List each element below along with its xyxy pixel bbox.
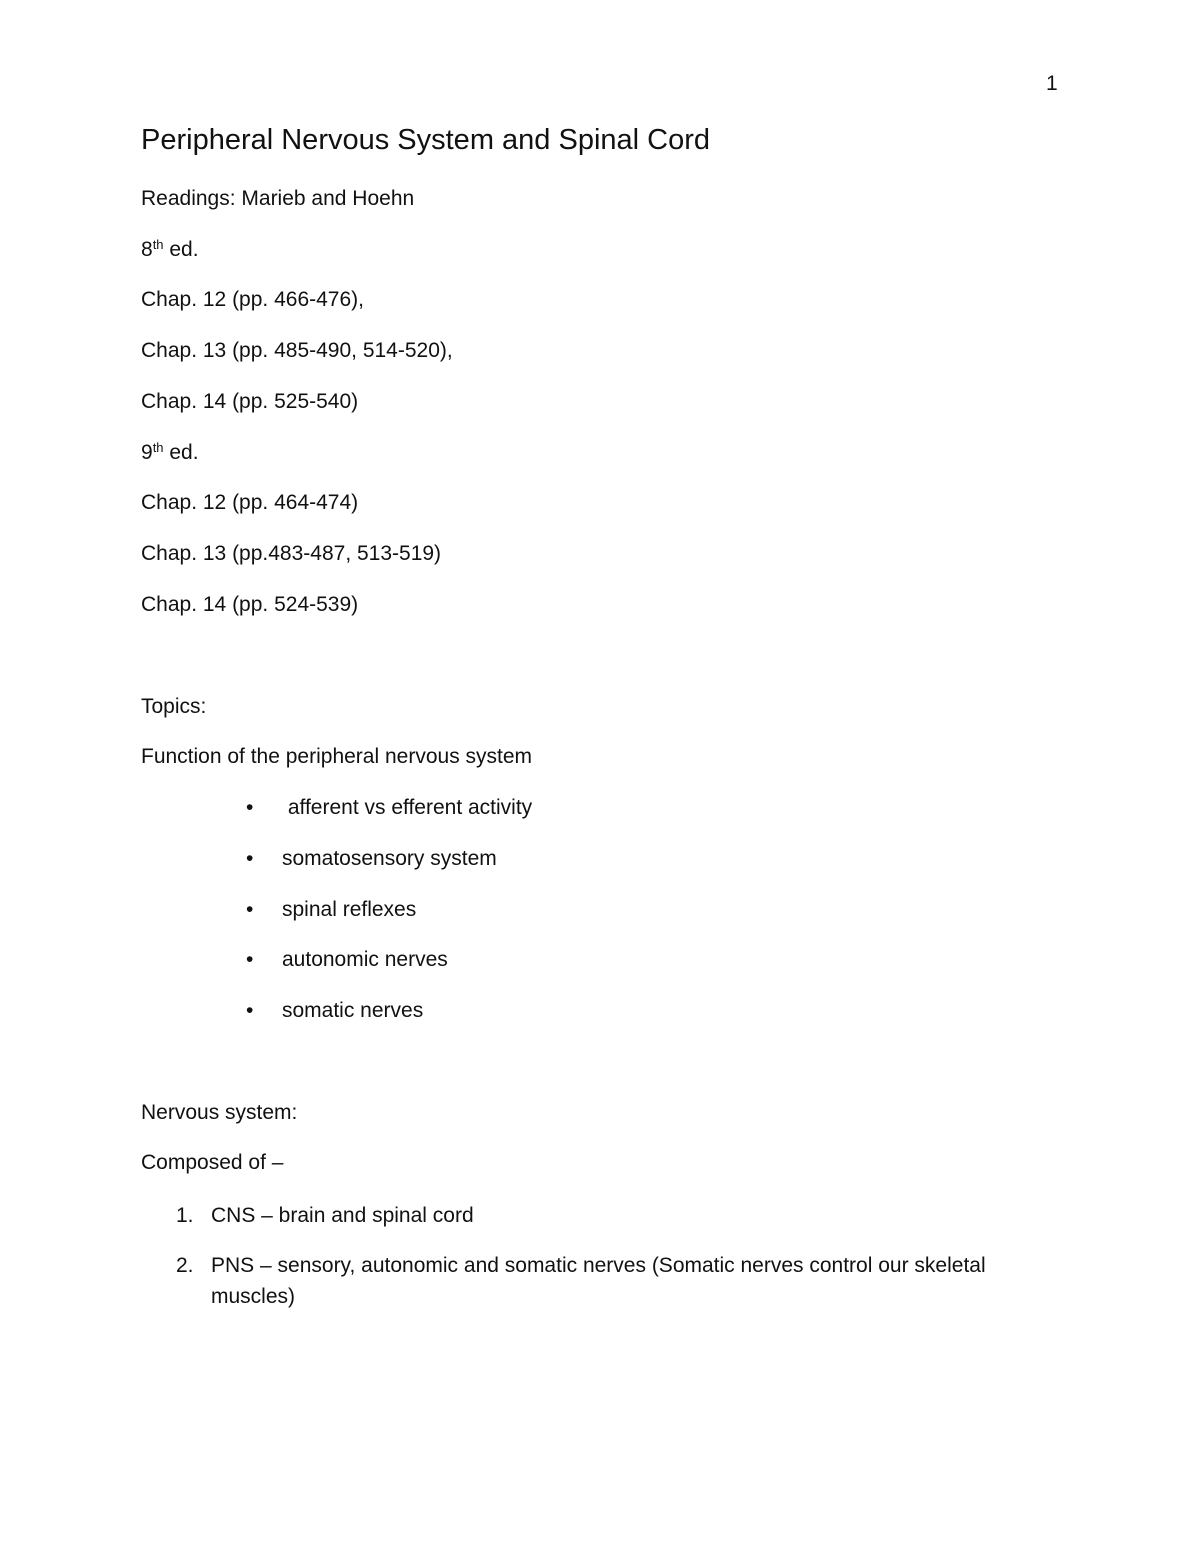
topic-text: somatosensory system: [282, 847, 497, 870]
list-number: 2.: [176, 1254, 194, 1277]
topic-bullet-item: [246, 948, 448, 972]
topic-bullet-item: [246, 796, 532, 820]
readings-heading: Readings: Marieb and Hoehn: [141, 187, 415, 210]
topic-bullet-item: [246, 898, 416, 922]
edition-8-number: 8: [141, 238, 153, 261]
composed-of-label: Composed of –: [141, 1151, 284, 1174]
topic-text: somatic nerves: [282, 999, 424, 1022]
edition-8-chapter: Chap. 14 (pp. 525-540): [141, 390, 359, 413]
edition-9-label: [141, 441, 199, 465]
edition-9-number: 9: [141, 441, 153, 464]
topics-heading: Topics:: [141, 695, 207, 718]
edition-9-suffix: th: [152, 440, 164, 455]
page-number: 1: [1046, 72, 1058, 95]
bullet-glyph: •: [246, 796, 254, 819]
list-text: PNS – sensory, autonomic and somatic nerves (Somatic nerves control our skeletal muscles): [211, 1254, 986, 1308]
edition-8-chapter: Chap. 12 (pp. 466-476),: [141, 288, 364, 311]
topic-text: spinal reflexes: [282, 898, 417, 921]
topic-bullet-item: [246, 847, 497, 871]
bullet-glyph: •: [246, 948, 254, 971]
numbered-list-item: [176, 1250, 1036, 1312]
topic-bullet-item: [246, 999, 423, 1023]
list-text: CNS – brain and spinal cord: [211, 1204, 474, 1227]
topics-intro: Function of the peripheral nervous system: [141, 745, 533, 768]
document-title: Peripheral Nervous System and Spinal Cord: [141, 124, 710, 156]
nervous-system-heading: Nervous system:: [141, 1101, 298, 1124]
numbered-list-item: [176, 1200, 1036, 1231]
edition-9-chapter: Chap. 14 (pp. 524-539): [141, 593, 359, 616]
list-number: 1.: [176, 1204, 194, 1227]
edition-8-suffix: th: [152, 237, 164, 252]
edition-8-text: ed.: [163, 238, 199, 261]
edition-9-chapter: Chap. 12 (pp. 464-474): [141, 491, 359, 514]
edition-9-chapter: Chap. 13 (pp.483-487, 513-519): [141, 542, 442, 565]
edition-8-label: [141, 238, 199, 262]
bullet-glyph: •: [246, 847, 254, 870]
bullet-glyph: •: [246, 999, 254, 1022]
bullet-glyph: •: [246, 898, 254, 921]
topic-text: autonomic nerves: [282, 948, 448, 971]
topic-text: afferent vs efferent activity: [282, 796, 533, 819]
edition-8-chapter: Chap. 13 (pp. 485-490, 514-520),: [141, 339, 453, 362]
edition-9-text: ed.: [163, 441, 199, 464]
